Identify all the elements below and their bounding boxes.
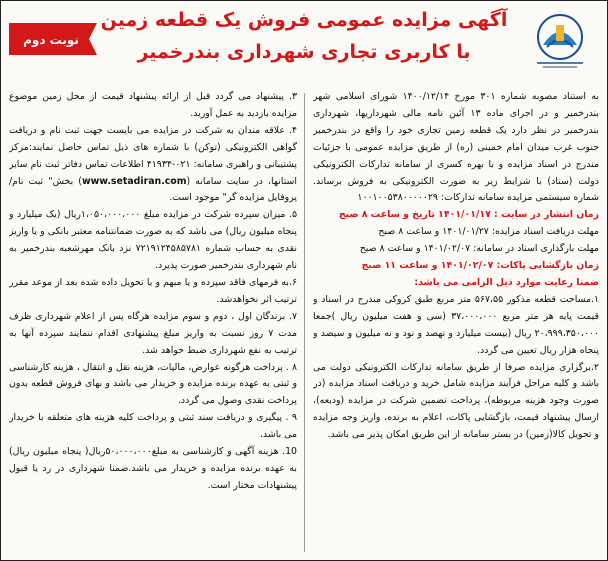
notice-header: [1, 1, 607, 89]
intro-paragraph: به استناد مصوبه شماره ۳۰۱ مورخ ۱۴۰۰/۱۲/۱۴ شورای اسلامی شهر بندرخمیر و در اجرای ماده ۱۳ آئین نامه مالی شهرداریها، شهرداری بندرخمیر در نظر دارد یک قطعه زمین تجاری خود را واقع در بندرخمیر جنوب غرب میدان امام خمینی (ره) از طریق مزایده عمومی با جزئیات مندرج در اسناد مزایده و با بهره کسری از سامانه تدارکات الکترونیکی دولت (ستاد) با شرایط زیر به صورت الکترونیکی به فروش برساند. شماره سیستمی مزایده سامانه تدارکات: ۱۰۰۱۰۰۵۳۸۰۰۰۰۰۲۹: [313, 91, 599, 204]
item-4-text-b: ) بخش" ثبت نام/ پروفایل مزایده گر" موجود است.: [9, 175, 297, 204]
item-4-text-a: ۴. علاقه مندان به شرکت در مزایده می بایست جهت ثبت نام و دریافت گواهی الکترونیکی (توکن) با شماره های ذیل تماس حاصل نمایند:مرکز پشتیبانی و راهبری سامانه: ۰۲۱-۴۱۹۳۴ اطلاعات تماس دفاتر ثبت نام سایر استانها، در سایت سامانه (: [9, 124, 297, 187]
item-4: [9, 123, 297, 208]
upload-deadline: مهلت بارگذاری اسناد در سامانه: ۱۴۰۱/۰۲/۰۷ و ساعت ۸ صبح: [359, 243, 599, 255]
item-7: ۷. برندگان اول ، دوم و سوم مزایده هرگاه پس از اعلام شهرداری ظرف مدت ۷ روز نسبت به واریز مبلغ پیشنهادی اقدام ننمایند سپرده آنها به ترتیب به نفع شهرداری ضبط خواهد شد.: [9, 310, 297, 356]
doc-receive-deadline: مهلت دریافت اسناد مزایده: ۱۴۰۱/۰۱/۲۷ و ساعت ۸ صبح: [378, 226, 599, 238]
right-column: [313, 89, 599, 560]
item-5: ۵. میزان سپرده شرکت در مزایده مبلغ ۱،۰۵۰،۰۰۰،۰۰۰ریال (یک میلیارد و پنجاه میلیون ریال) می باشد که به صورت ضمانتنامه معتبر بانکی و یا واریز نقدی به حساب شماره ۷۲۱۹۱۲۴۵۸۵۷۸۱ نزد بانک مهرشعبه بندرخمیر به نام شهرداری بندرخمیر صورت پذیرد.: [9, 209, 297, 272]
item-6: ۶.به فرمهای فاقد سپرده و یا مبهم و یا تحویل داده شده بعد از موعد مقرر ترتیب اثر نخواهدشد.: [9, 276, 297, 305]
notice-body: [1, 89, 607, 560]
publish-date: زمان انتشار در سایت : ۱۴۰۱/۰۱/۱۷ تاریخ و ساعت ۸ صبح: [338, 209, 599, 221]
item-8: ۸ . پرداخت هرگونه عوارض، مالیات، هزینه نقل و انتقال ، هزینه کارشناسی و ثبتی به عهده برنده مزایده و خریدار می باشد و بهای فروش قطعه بدون پرداخت نقدی وصول می گردد.: [9, 361, 297, 407]
item-10: 10. هزینه آگهی و کارشناسی به مبلغ۵۰،۰۰۰،۰۰۰ریال( پنجاه میلیون ریال) به عهده برنده مزایده و خریدار می باشد.ضمنا شهرداری در رد یا قبول پیشنهادات مختار است.: [9, 446, 297, 491]
item-2: ۲.برگزاری مزایده صرفا از طریق سامانه تدارکات الکترونیکی دولت می باشد و کلیه مراحل فرآیند مزایده شامل خرید و دریافت اسناد مزایده (در صورت وجود هزینه مربوطه)، پرداخت تضمین شرکت در مزایده (ودیعه)، ارسال پیشنهاد قیمت، بازگشایی پاکات، اعلام به برنده، واریز وجه مزایده و تحویل کالا(زمین) در بستر سامانه از این طریق امکان پذیر می باشد.: [313, 361, 599, 441]
setadiran-link[interactable]: www.setadiran.com: [81, 175, 187, 187]
notice-title: آگهی مزایده عمومی فروش یک قطعه زمین: [100, 9, 508, 31]
badge-text: نوبت دوم: [23, 33, 79, 47]
item-1: ۱.مساحت قطعه مذکور ۵۶۷،۵۵ متر مربع طبق کروکی مندرج در اسناد و قیمت پایه هر متر مربع ۳۷،۰۰۰،۰۰۰ (سی و هفت میلیون ریال )جمعا ۲۰،۹۹۹،۳۵۰،۰۰۰ ریال (بیست میلیارد و نهصد و نود و نه میلیون و سیصد و پنجاه هزار ریال تعیین می گردد.: [313, 293, 599, 356]
opening-time: زمان بازگشایی پاکات: ۱۴۰۱/۰۲/۰۷ و ساعت ۱۱ صبح: [361, 260, 599, 272]
item-3: ۳. پیشنهاد می گردد قبل از ارائه پیشنهاد قیمت از محل زمین موضوع مزایده بازدید به عمل آورید.: [9, 91, 297, 119]
notice-heading: ضمنا رعایت موارد ذیل الزامی می باشد:: [414, 276, 599, 288]
notice-subtitle: با کاربری تجاری شهرداری بندرخمیر: [137, 41, 471, 63]
ribbon-badge-icon: [7, 19, 99, 59]
item-9: ۹ . پیگیری و دریافت سند ثبتی و پرداخت کلیه هزینه های متعلقه با خریدار می باشد.: [9, 412, 297, 441]
left-column: [9, 89, 297, 560]
